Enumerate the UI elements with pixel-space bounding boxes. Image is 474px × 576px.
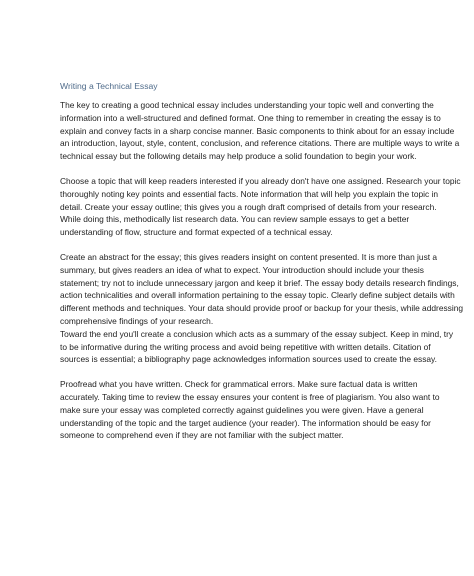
text-line: understanding of flow, structure and format expected of a technical essay. (60, 227, 333, 238)
text-line: action technicalities and overall information pertaining to the essay topic. Clearly define subject details with (60, 290, 455, 301)
text-line: sources is essential; a bibliography page acknowledges information sources used to create the essay. (60, 354, 437, 365)
text-line: statement; try not to include unnecessary jargon and keep it brief. The essay body details research findings, (60, 277, 459, 288)
text-line: summary, but gives readers an idea of what to expect. Your introduction should include your thesis (60, 264, 424, 275)
text-line: The key to creating a good technical essay includes understanding your topic well and converting the (60, 100, 434, 110)
paragraph-proofread (60, 378, 440, 442)
text-line: Create an abstract for the essay; this gives readers insight on content presented. It is more than just a (60, 251, 438, 262)
text-line: While doing this, methodically list research data. You can review sample essays to get a better (60, 214, 410, 225)
paragraph-spacer (60, 239, 430, 251)
text-line: Toward the end you'll create a conclusion which acts as a summary of the essay subject. Keep in mind, try (60, 328, 454, 339)
text-line: information into a well-structured and defined format. One thing to remember in creating the essay is to (60, 112, 441, 123)
document-body (60, 81, 464, 442)
text-line: comprehensive findings of your research. (60, 315, 214, 326)
text-line: technical essay but the following details may help produce a solid foundation to begin your work. (60, 151, 417, 162)
paragraph-intro (60, 99, 460, 163)
text-line: Choose a topic that will keep readers interested if you already don't have one assigned. Research your topic (60, 175, 461, 186)
paragraph-spacer (60, 163, 430, 175)
paragraph-topic (60, 175, 461, 239)
document-title: Writing a Technical Essay (60, 81, 158, 91)
text-line: understanding of the topic and the target audience (your reader). The information should be easy for (60, 417, 431, 428)
text-line: someone to comprehend even if they are not familiar with the subject matter. (60, 430, 344, 441)
text-line: make sure your essay was completed correctly against guidelines you were given. Have a general (60, 404, 424, 415)
text-line: detail. Create your essay outline; this gives you a rough draft comprised of details from your research. (60, 201, 437, 212)
text-line: an introduction, layout, style, content, conclusion, and reference citations. There are multiple ways to write a (60, 138, 460, 149)
text-line: accurately. Taking time to review the essay ensures your content is free of plagiarism. You also want to (60, 391, 440, 402)
text-line: Proofread what you have written. Check for grammatical errors. Make sure factual data is written (60, 379, 418, 390)
paragraph-structure (60, 251, 464, 366)
text-line: different methods and techniques. Your data should provide proof or backup for your thesis, while addressing (60, 303, 464, 314)
text-line: explain and convey facts in a sharp concise manner. Basic components to think about for an essay include (60, 125, 455, 136)
paragraph-spacer (60, 366, 430, 378)
text-line: thoroughly noting key points and essential facts. Note information that will help you explain the topic in (60, 188, 439, 199)
text-line: to be informative during the writing process and avoid being repetitive with written details. Citation of (60, 341, 431, 352)
